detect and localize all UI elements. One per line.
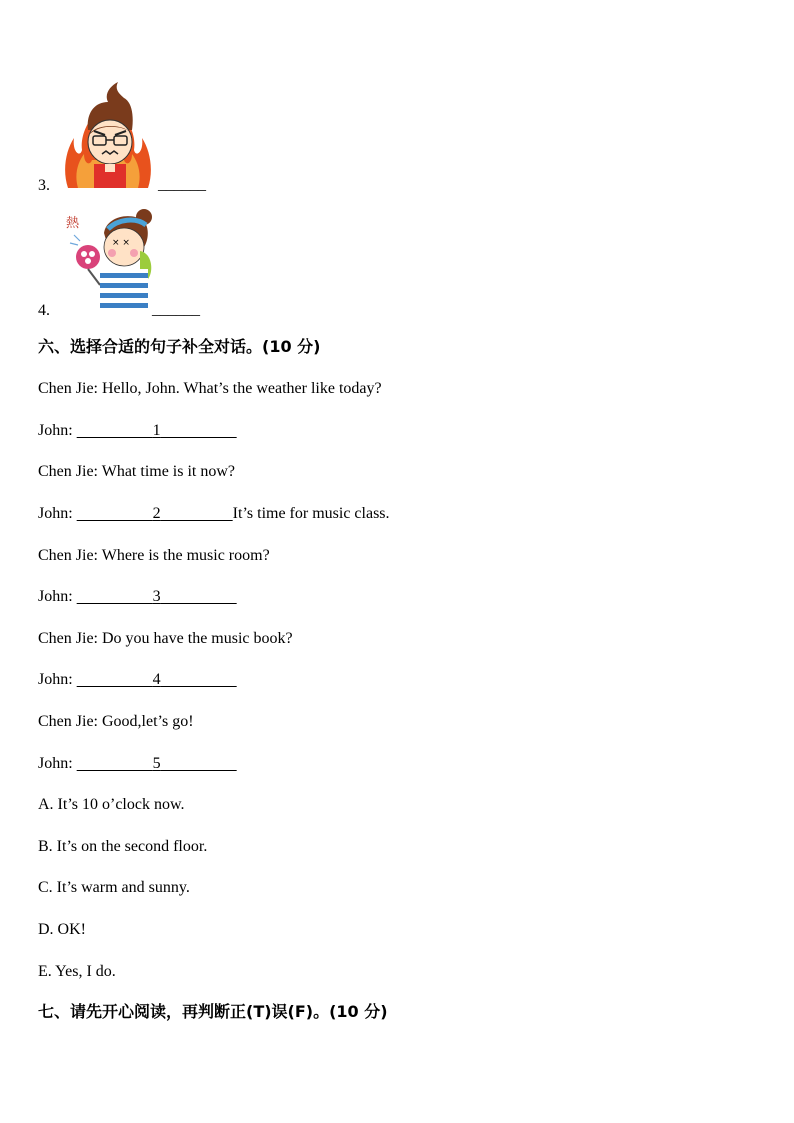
answer-blank-2[interactable] [77, 505, 233, 522]
section-7-heading: 七、请先开心阅读，再判断正(T)误(F)。(10 分) [38, 1002, 388, 1021]
speaker: John: [38, 505, 73, 522]
dialogue-text: Do you have the music book? [102, 630, 293, 647]
dialogue-text: It’s time for music class. [232, 505, 390, 522]
dialogue-line [38, 587, 237, 607]
dialogue-text: What time is it now? [101, 463, 236, 480]
dialogue-line [38, 379, 382, 399]
item-3-blank[interactable]: ______ [158, 176, 206, 193]
section-6-heading: 六、选择合适的句子补全对话。(10 分) [38, 337, 321, 356]
hot-girl-fan-icon [60, 207, 158, 317]
svg-text:× ×: × × [112, 238, 130, 248]
dialogue-text: Where is the music room? [101, 547, 270, 564]
answer-blank-1[interactable] [77, 422, 237, 439]
speaker: Chen Jie: [38, 630, 98, 647]
blank-number: 2 [152, 505, 161, 522]
item-3-number: 3. [38, 177, 50, 194]
dialogue-line [38, 754, 237, 774]
blank-number: 4 [152, 671, 161, 688]
dialogue-line [38, 670, 237, 690]
speaker: Chen Jie: [38, 463, 98, 480]
option-d: D. OK! [38, 921, 86, 938]
answer-blank-3[interactable] [77, 588, 237, 605]
speaker: John: [38, 422, 73, 439]
answer-blank-4[interactable] [77, 671, 237, 688]
speaker: Chen Jie: [38, 380, 98, 397]
item-4-number: 4. [38, 302, 50, 319]
speaker: Chen Jie: [38, 713, 98, 730]
angry-girl-fire-icon [60, 80, 156, 190]
speaker: John: [38, 755, 73, 772]
hot-label: 熱 [66, 216, 80, 231]
dialogue-line [38, 712, 194, 732]
speaker: John: [38, 588, 73, 605]
dialogue-text: Hello, John. What’s the weather like today? [102, 380, 382, 397]
dialogue-text: Good,let’s go! [102, 713, 194, 730]
dialogue-line [38, 504, 390, 524]
answer-blank-5[interactable] [77, 755, 237, 772]
dialogue-line [38, 629, 293, 649]
option-c: C. It’s warm and sunny. [38, 879, 190, 896]
blank-number: 1 [152, 422, 161, 439]
blank-number: 5 [152, 755, 161, 772]
dialogue-line [38, 462, 235, 482]
option-b: B. It’s on the second floor. [38, 838, 208, 855]
option-e: E. Yes, I do. [38, 963, 116, 980]
blank-number: 3 [152, 588, 161, 605]
option-a: A. It’s 10 o’clock now. [38, 796, 185, 813]
item-4-blank[interactable]: ______ [152, 301, 200, 318]
speaker: John: [38, 671, 73, 688]
dialogue-line [38, 546, 270, 566]
dialogue-line [38, 421, 237, 441]
speaker: Chen Jie: [38, 547, 98, 564]
